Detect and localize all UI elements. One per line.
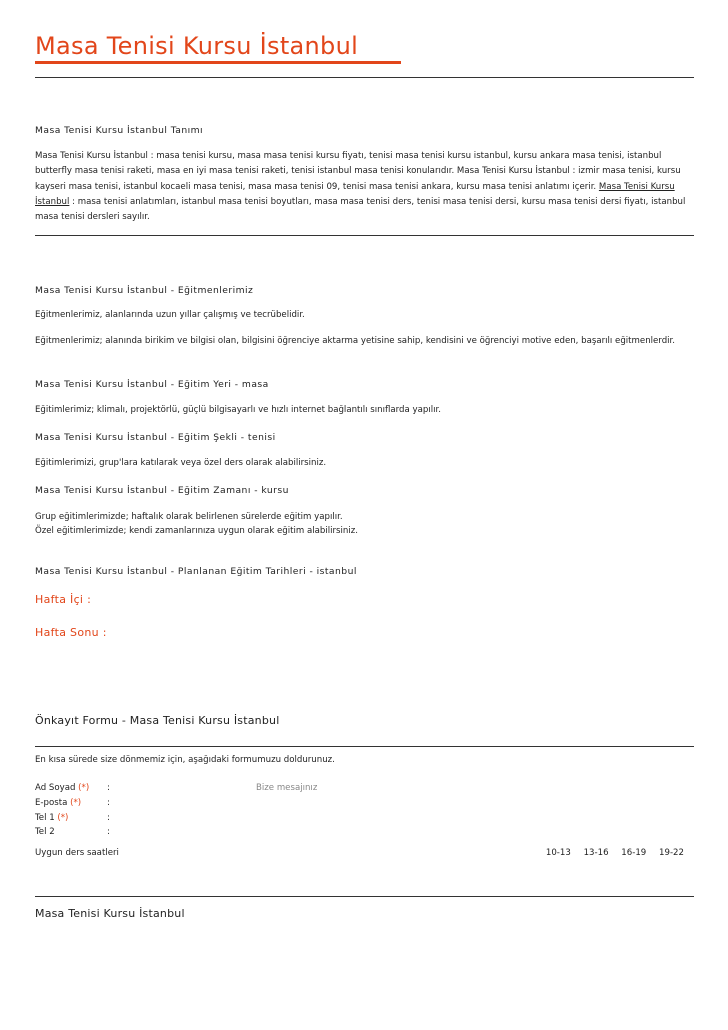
tel2-label: Tel 2 — [35, 827, 55, 837]
divider — [35, 235, 694, 236]
hour-option[interactable]: 19-22 — [659, 848, 684, 858]
time-label: Masa Tenisi Kursu İstanbul - Eğitim Zamanı - kursu — [35, 485, 289, 496]
style-label: Masa Tenisi Kursu İstanbul - Eğitim Şekli - tenisi — [35, 432, 276, 443]
hour-option[interactable]: 16-19 — [621, 848, 647, 858]
tel1-field-row[interactable]: Tel 1 (*) : — [35, 813, 110, 823]
required-mark: (*) — [70, 798, 82, 808]
email-field-row[interactable]: E-posta (*) : — [35, 798, 110, 808]
name-label: Ad Soyad — [35, 783, 76, 793]
description-label: Masa Tenisi Kursu İstanbul Tanımı — [35, 125, 204, 136]
time-line2: Özel eğitimlerimizde; kendi zamanlarınıza uygun olarak eğitim alabilirsiniz. — [35, 526, 358, 536]
style-text: Eğitimlerimizi, grup'lara katılarak veya özel ders olarak alabilirsiniz. — [35, 458, 327, 468]
trainers-p2: Eğitmenlerimiz; alanında birikim ve bilgisi olan, bilgisini öğrenciye aktarma yetisine sahip, kendisini ve öğrenciyi motive eden, başarılı eğitmenlerdir. — [35, 336, 676, 346]
trainers-label: Masa Tenisi Kursu İstanbul - Eğitmenlerimiz — [35, 285, 254, 296]
trainers-p1: Eğitmenlerimiz, alanlarında uzun yıllar çalışmış ve tecrübelidir. — [35, 310, 305, 320]
page-title: Masa Tenisi Kursu İstanbul — [35, 32, 359, 60]
tel2-field-row[interactable]: Tel 2 : — [35, 827, 110, 837]
title-underline — [35, 61, 401, 64]
time-line1: Grup eğitimlerimizde; haftalık olarak belirlenen sürelerde eğitim yapılır. — [35, 512, 343, 522]
message-textarea[interactable]: Bize mesajınız — [256, 783, 318, 793]
required-mark: (*) — [57, 813, 69, 823]
divider — [35, 77, 694, 78]
divider — [35, 896, 694, 897]
place-label: Masa Tenisi Kursu İstanbul - Eğitim Yeri - masa — [35, 379, 269, 390]
description-text: Masa Tenisi Kursu İstanbul : masa tenisi kursu, masa masa tenisi kursu fiyatı, tenisi masa tenisi kursu istanbul, kursu ankara masa tenisi, istanbul butterfly masa tenisi raketi, masa en iyi masa tenisi raketi, tenisi istanbul masa tenisi konularıdır. Masa Tenisi Kursu İstanbul : izmir masa tenisi, kursu kayseri masa tenisi, istanbul kocaeli masa tenisi, masa masa tenisi 09, tenisi masa tenisi ankara, kursu masa tenisi anlatımı içerir. Masa Tenisi Kursu İstanbul : masa tenisi anlatımları, istanbul masa tenisi boyutları, masa masa tenisi ders, tenisi masa tenisi dersi, kursu masa tenisi dersi fiyatı, istanbul masa tenisi dersleri sayılır. — [35, 151, 686, 223]
dates-label: Masa Tenisi Kursu İstanbul - Planlanan Eğitim Tarihleri - istanbul — [35, 566, 357, 577]
description-link[interactable]: Masa Tenisi Kursu İstanbul — [35, 181, 675, 207]
form-title: Önkayıt Formu - Masa Tenisi Kursu İstanbul — [35, 714, 280, 727]
tel1-label: Tel 1 — [35, 813, 55, 823]
divider — [35, 746, 694, 747]
hours-options — [536, 848, 684, 858]
place-text: Eğitimlerimiz; klimalı, projektörlü, güçlü bilgisayarlı ve hızlı internet bağlantılı sınıflarda yapılır. — [35, 405, 441, 415]
email-label: E-posta — [35, 798, 68, 808]
weekday-label: Hafta İçi : — [35, 593, 92, 606]
form-intro: En kısa sürede size dönmemiz için, aşağıdaki formumuzu doldurunuz. — [35, 755, 335, 765]
hour-option[interactable]: 13-16 — [583, 848, 609, 858]
required-mark: (*) — [78, 783, 90, 793]
footer-title: Masa Tenisi Kursu İstanbul — [35, 907, 185, 920]
hour-option[interactable]: 10-13 — [545, 848, 571, 858]
hours-label: Uygun ders saatleri — [35, 848, 119, 858]
weekend-label: Hafta Sonu : — [35, 626, 107, 639]
name-field-row[interactable]: Ad Soyad (*) : — [35, 783, 110, 793]
